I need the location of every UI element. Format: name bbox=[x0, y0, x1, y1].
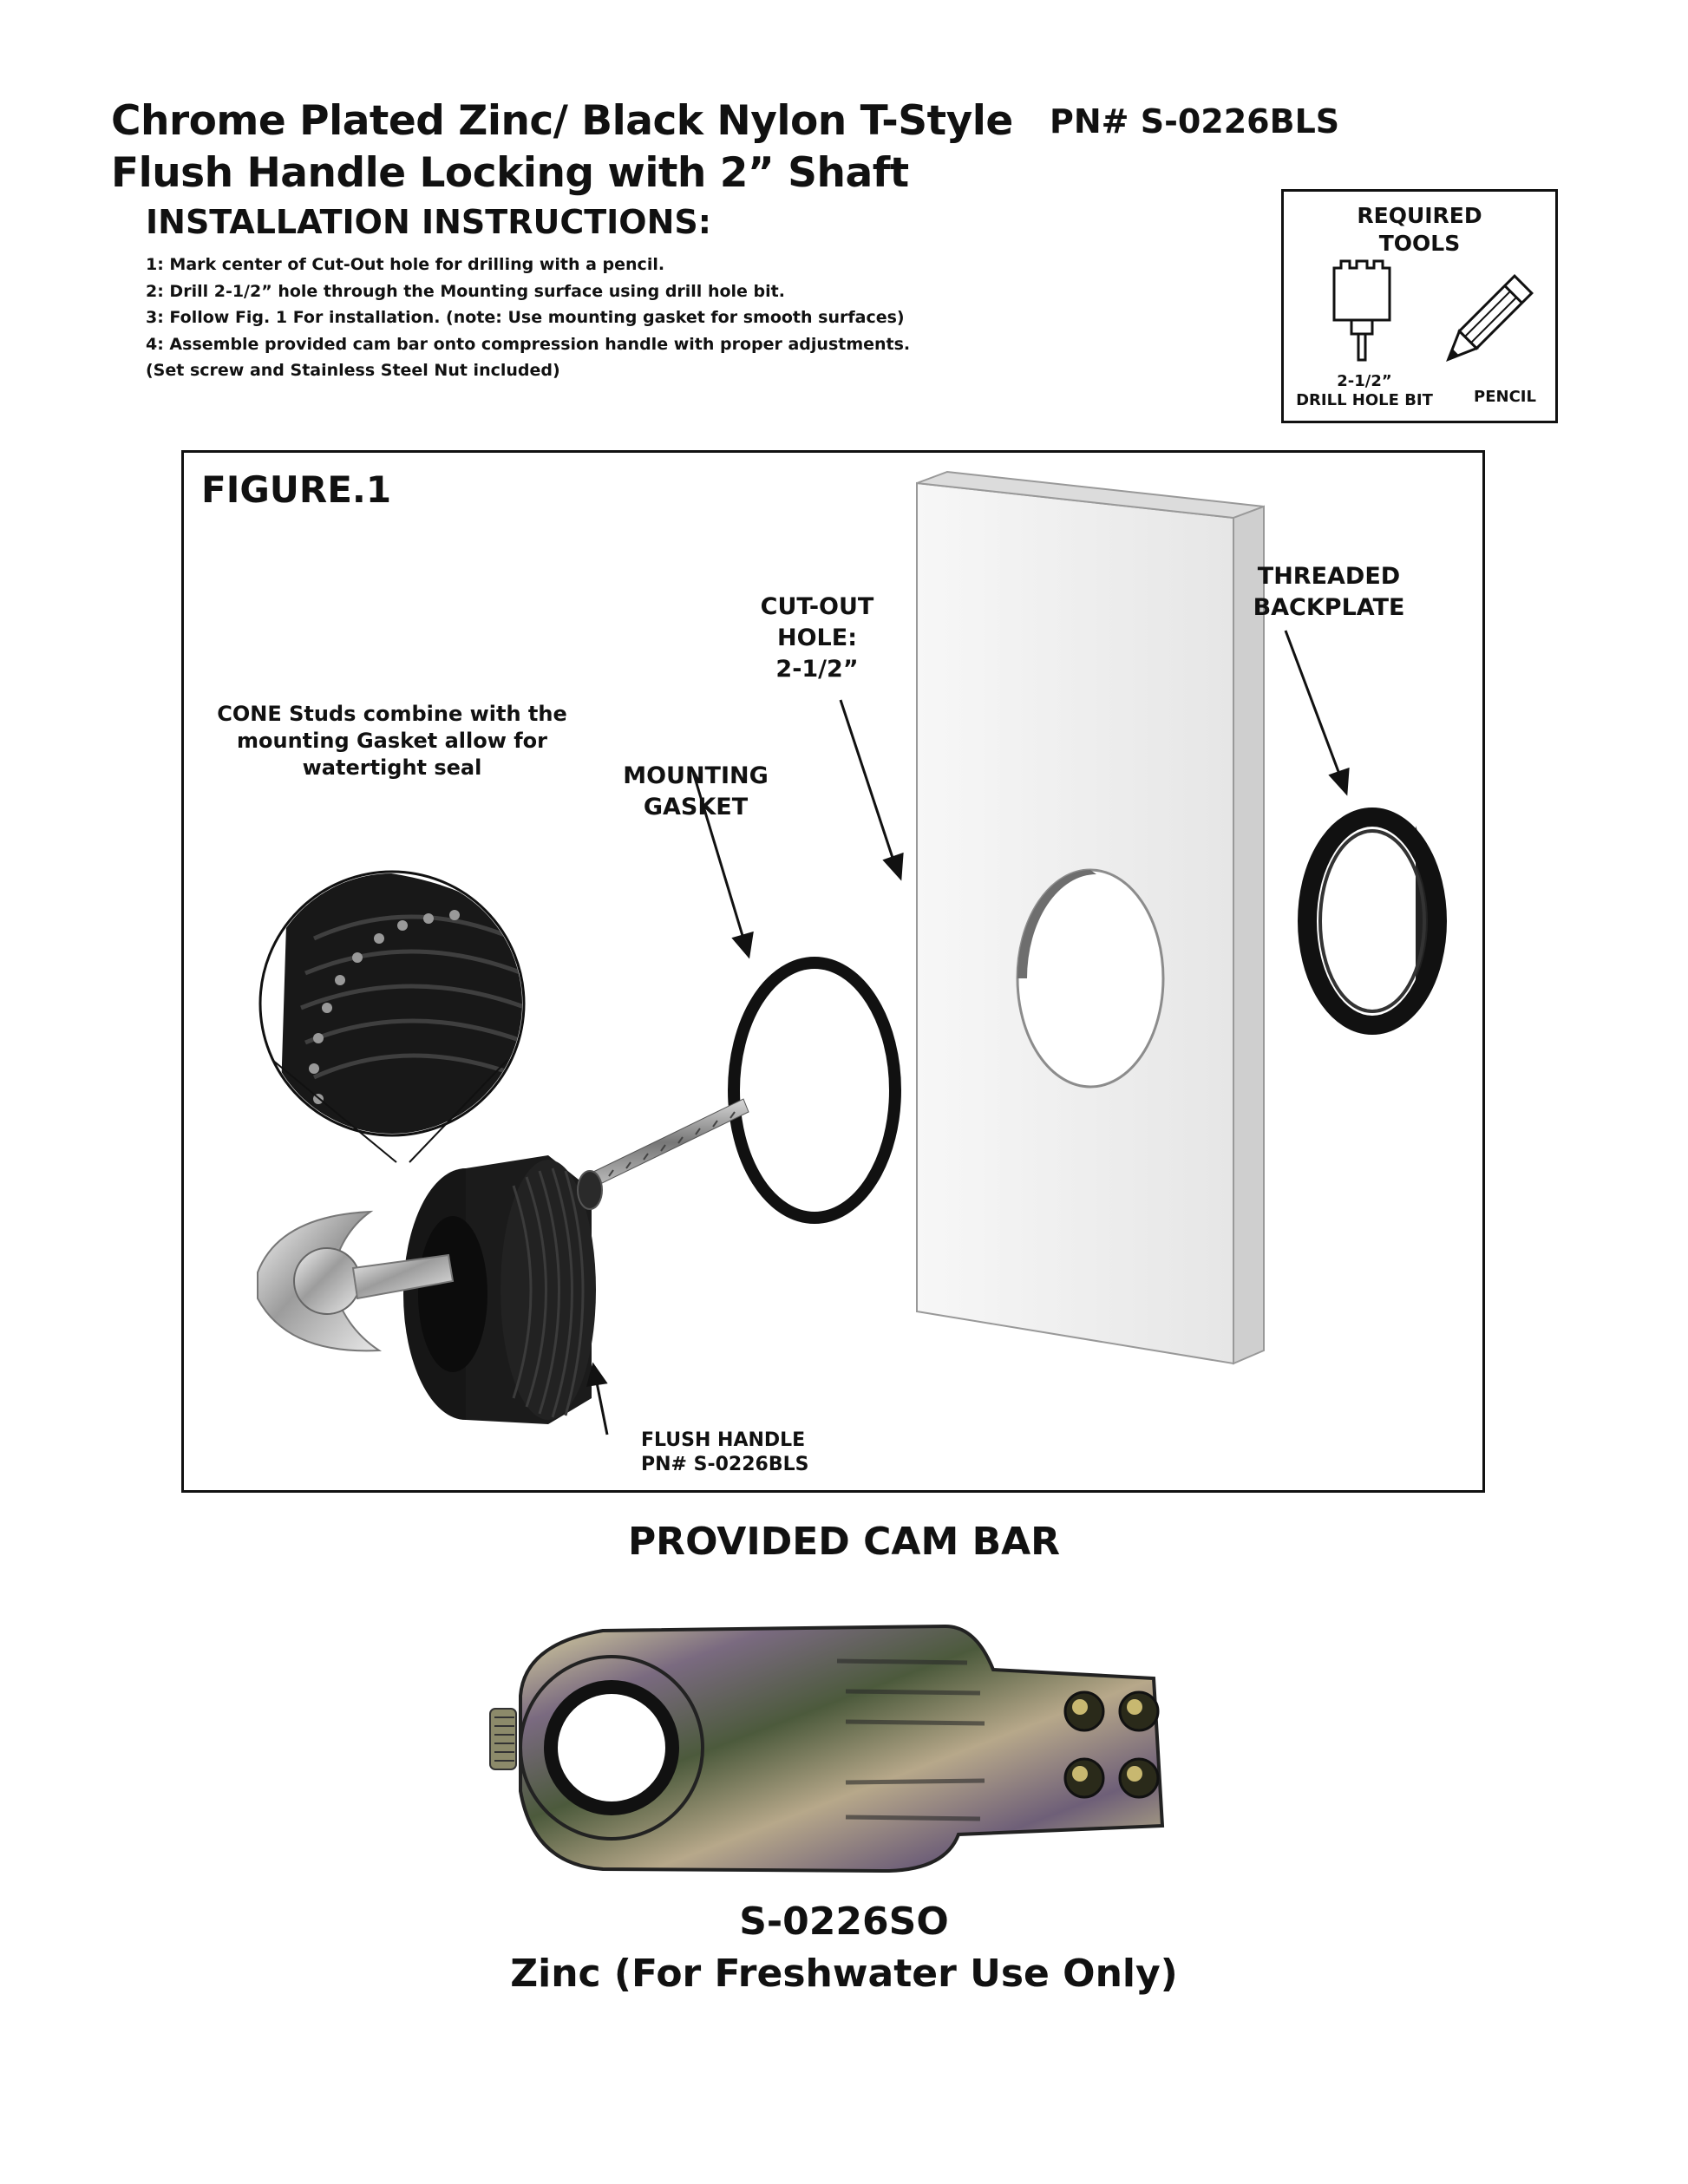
required-tools-box bbox=[1281, 189, 1558, 423]
drill-bit-label bbox=[1291, 372, 1438, 410]
cutout-hole-label bbox=[739, 592, 895, 685]
cone-studs-magnifier bbox=[260, 868, 531, 1162]
threaded-backplate-label-line1: THREADED bbox=[1257, 563, 1401, 590]
cam-bar-description: Zinc (For Freshwater Use Only) bbox=[510, 1952, 1178, 1996]
instruction-step-2: 2: Drill 2-1/2” hole through the Mounting surface using drill hole bit. bbox=[146, 281, 785, 301]
instruction-step-1: 1: Mark center of Cut-Out hole for drilling with a pencil. bbox=[146, 255, 665, 274]
mounting-panel bbox=[917, 472, 1264, 1363]
hole-saw-icon bbox=[1327, 259, 1397, 363]
mounting-gasket-label-line2: GASKET bbox=[643, 794, 749, 821]
figure-title: FIGURE.1 bbox=[201, 468, 392, 511]
flush-handle-label-line1: FLUSH HANDLE bbox=[641, 1429, 806, 1451]
drill-bit-size: 2-1/2” bbox=[1337, 372, 1392, 390]
drill-bit-name: DRILL HOLE BIT bbox=[1296, 391, 1433, 409]
part-number: PN# S-0226BLS bbox=[1050, 102, 1340, 141]
cam-bar-illustration bbox=[473, 1609, 1236, 1886]
threaded-shaft bbox=[592, 1099, 749, 1186]
instructions-heading: INSTALLATION INSTRUCTIONS: bbox=[146, 203, 711, 241]
product-title-line1: Chrome Plated Zinc/ Black Nylon T-Style bbox=[111, 97, 1013, 145]
required-tools-title bbox=[1284, 202, 1555, 258]
cam-bar-title: PROVIDED CAM BAR bbox=[627, 1520, 1061, 1564]
mounting-gasket bbox=[734, 963, 895, 1218]
cone-studs-callout-line1: CONE Studs combine with the bbox=[217, 702, 567, 726]
pencil-label: PENCIL bbox=[1474, 388, 1536, 406]
threaded-backplate-label bbox=[1233, 561, 1424, 624]
instruction-step-4: 4: Assemble provided cam bar onto compression handle with proper adjustments. bbox=[146, 334, 911, 354]
product-title-line2: Flush Handle Locking with 2” Shaft bbox=[111, 149, 909, 197]
cone-studs-callout bbox=[210, 701, 574, 781]
flush-handle-label bbox=[641, 1429, 808, 1477]
mounting-gasket-label-line1: MOUNTING bbox=[623, 762, 769, 789]
pencil-icon bbox=[1431, 268, 1535, 381]
cutout-hole-label-line1: CUT-OUT bbox=[760, 593, 874, 620]
flush-handle-label-line2: PN# S-0226BLS bbox=[641, 1454, 809, 1475]
cam-bar-part-number: S-0226SO bbox=[739, 1900, 949, 1944]
threaded-backplate bbox=[1307, 817, 1442, 1025]
cutout-hole-label-line3: 2-1/2” bbox=[775, 656, 859, 683]
instruction-steps bbox=[146, 252, 1230, 384]
threaded-backplate-label-line2: BACKPLATE bbox=[1253, 594, 1405, 621]
mounting-gasket-label bbox=[609, 761, 782, 823]
figure-1 bbox=[181, 450, 1485, 1493]
instruction-note: (Set screw and Stainless Steel Nut included) bbox=[146, 361, 560, 380]
flush-handle-body bbox=[403, 1155, 602, 1424]
required-tools-title-line2: TOOLS bbox=[1378, 231, 1461, 256]
cutout-hole-label-line2: HOLE: bbox=[777, 624, 857, 651]
cone-studs-callout-line2: mounting Gasket allow for bbox=[236, 729, 548, 753]
cone-studs-callout-line3: watertight seal bbox=[302, 755, 482, 780]
instruction-step-3: 3: Follow Fig. 1 For installation. (note: Use mounting gasket for smooth surfaces) bbox=[146, 308, 905, 327]
required-tools-title-line1: REQUIRED bbox=[1357, 203, 1482, 228]
